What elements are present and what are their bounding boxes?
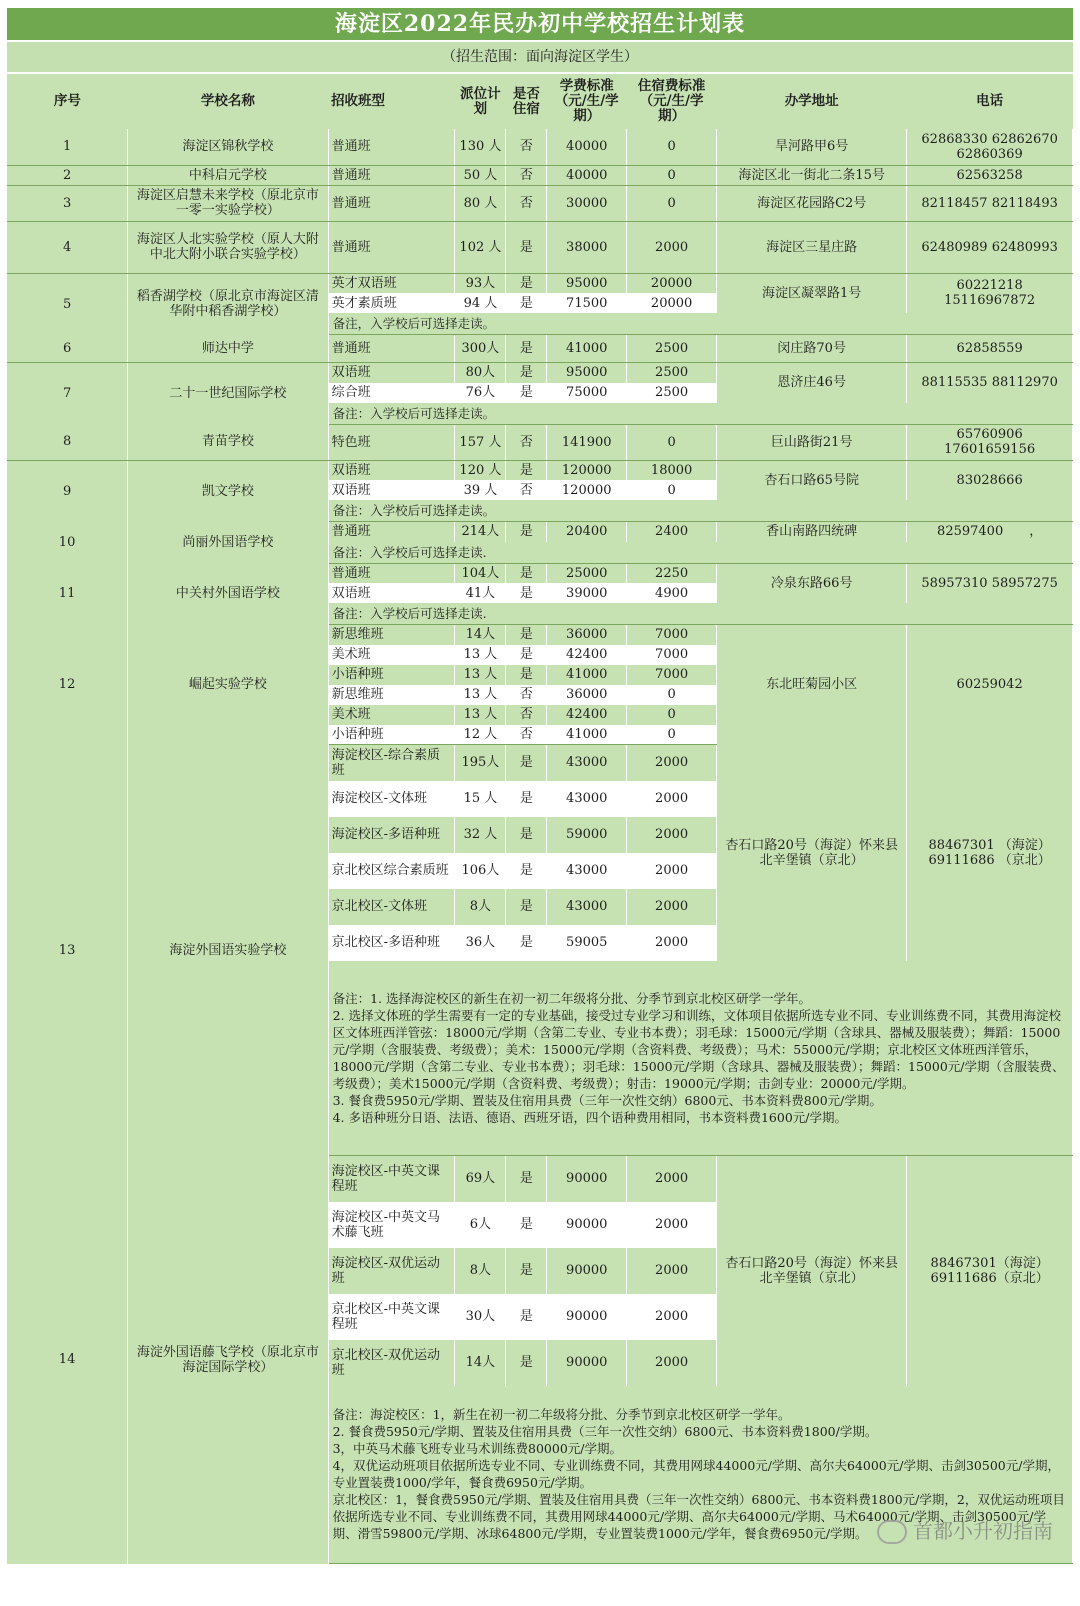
boarding-flag: 是: [506, 1202, 547, 1248]
dorm-fee: 2500: [627, 363, 717, 383]
tuition-fee: 42400: [547, 705, 627, 725]
school-number: 4: [7, 221, 128, 273]
dorm-fee: 20000: [627, 293, 717, 313]
class-type: 小语种班: [328, 665, 455, 685]
header-dorm-fee: 住宿费标准（元/生/学 期）: [637, 78, 706, 124]
boarding-flag: 是: [506, 363, 547, 383]
class-type: 海淀校区-文体班: [328, 781, 455, 817]
tuition-fee: 95000: [547, 273, 627, 293]
class-type: 双语班: [328, 363, 455, 383]
school-name: 中科启元学校: [128, 165, 328, 185]
note-cell: [328, 500, 1072, 522]
tuition-fee: 90000: [547, 1156, 627, 1202]
school-phone: 82118457 82118493: [907, 185, 1073, 221]
dorm-fee: 2000: [627, 1156, 717, 1202]
class-type: 普通班: [328, 185, 455, 221]
class-type: 综合班: [328, 383, 455, 403]
school-phone: 83028666: [907, 460, 1073, 500]
dorm-fee: 2000: [627, 781, 717, 817]
tuition-fee: 59005: [547, 925, 627, 961]
class-type: 海淀校区-多语种班: [328, 817, 455, 853]
dorm-fee: 0: [627, 424, 717, 460]
table-row: [7, 563, 1073, 583]
note-cell: [328, 603, 1072, 625]
boarding-flag: 是: [506, 273, 547, 293]
school-number: 9: [7, 460, 128, 522]
dorm-fee: 0: [627, 705, 717, 725]
header-tuition: 学费标准（元/生/学期）: [554, 78, 619, 124]
dorm-fee: 2000: [627, 817, 717, 853]
note-line: 2. 选择文体班的学生需要有一定的专业基础，接受过专业学习和训练，文体项目依据所选专业不同、专业训练费不同，其费用海淀校区文体班西洋管弦：18000元/学期（含第二专业、专业书本费）；羽毛球：15000元/学期（含球具、器械及服装费）；舞蹈：15000元/学期（含服装费、考级费）；美术：15000元/学期（含资料费、考级费）；马术：55000元/学期；京北校区文体班西洋管乐，18000元/学期（含第二专业、专业书本费）；羽毛球：15000元/学期（含球具、器械及服装费）；舞蹈：15000元/学期（含服装费、考级费）；美术15000元/学期（含资料费、考级费）；射击：19000元/学期；击剑专业：20000元/学期。: [332, 1007, 1065, 1091]
note-text: 备注：入学校后可选择走读。: [332, 503, 496, 518]
school-address: 东北旺菊园小区: [717, 625, 907, 745]
enrollment-table-sheet: [7, 8, 1073, 1564]
note-line: 3. 餐食费5950元/学期、置装及住宿用具费（三年一次性交纳）6800元、书本资料费800元/学期。: [332, 1092, 882, 1108]
header-boarding: 是否住宿: [512, 85, 540, 117]
dorm-fee: 20000: [627, 273, 717, 293]
school-number: 12: [7, 625, 128, 745]
tuition-fee: 95000: [547, 363, 627, 383]
note-line: 4. 多语种班分日语、法语、德语、西班牙语，四个语种费用相同，书本资料费1600元/学期。: [332, 1109, 847, 1125]
school-address: 杏石口路65号院: [717, 460, 907, 500]
tuition-fee: 90000: [547, 1294, 627, 1340]
tuition-fee: 41000: [547, 335, 627, 363]
tuition-fee: 40000: [547, 129, 627, 165]
class-type: 双语班: [328, 460, 455, 480]
class-type: 新思维班: [328, 685, 455, 705]
school-phone: 60259042: [907, 625, 1073, 745]
dorm-fee: 2000: [627, 1248, 717, 1294]
table-row: [7, 335, 1073, 363]
boarding-flag: 否: [506, 424, 547, 460]
boarding-flag: 是: [506, 1340, 547, 1386]
plan-count: 300人: [455, 335, 506, 363]
school-address: 闵庄路70号: [717, 335, 907, 363]
plan-count: 80 人: [455, 185, 506, 221]
school-address: 冷泉东路66号: [717, 563, 907, 603]
school-number: 7: [7, 363, 128, 425]
boarding-flag: 是: [506, 925, 547, 961]
school-number: 8: [7, 424, 128, 460]
boarding-flag: 是: [506, 1248, 547, 1294]
school-phone: 88467301 （海淀）69111686 （京北）: [907, 745, 1073, 961]
school-phone: 88467301（海淀）69111686（京北）: [907, 1156, 1073, 1386]
tuition-fee: 36000: [547, 625, 627, 645]
class-type: 特色班: [328, 424, 455, 460]
boarding-flag: 是: [506, 817, 547, 853]
school-name: 崛起实验学校: [128, 625, 328, 745]
dorm-fee: 7000: [627, 665, 717, 685]
tuition-fee: 40000: [547, 165, 627, 185]
tuition-fee: 90000: [547, 1340, 627, 1386]
school-phone: 62480989 62480993: [907, 221, 1073, 273]
header-phone: 电话: [976, 93, 1004, 109]
boarding-flag: 是: [506, 1294, 547, 1340]
dorm-fee: 0: [627, 480, 717, 500]
school-name: 凯文学校: [128, 460, 328, 522]
table-row: [7, 625, 1073, 645]
plan-count: 12 人: [455, 725, 506, 745]
school-number: 14: [7, 1156, 128, 1564]
boarding-flag: 是: [506, 460, 547, 480]
plan-count: 80人: [455, 363, 506, 383]
school-number: 6: [7, 335, 128, 363]
school-name: 稻香湖学校（原北京市海淀区清华附中稻香湖学校）: [128, 273, 328, 335]
plan-count: 195人: [455, 745, 506, 781]
school-address: 恩济庄46号: [717, 363, 907, 403]
tuition-fee: 120000: [547, 460, 627, 480]
plan-count: 36人: [455, 925, 506, 961]
school-address: 巨山路街21号: [717, 424, 907, 460]
note-cell: [328, 542, 1072, 564]
tuition-fee: 90000: [547, 1248, 627, 1294]
boarding-flag: 是: [506, 583, 547, 603]
plan-count: 32 人: [455, 817, 506, 853]
plan-count: 106人: [455, 853, 506, 889]
school-number: 1: [7, 129, 128, 165]
header-no: 序号: [53, 93, 81, 109]
plan-count: 13 人: [455, 665, 506, 685]
class-type: 京北校区-双优运动班: [328, 1340, 455, 1386]
table-row: [7, 1156, 1073, 1202]
school-address: 香山南路四统碑: [717, 522, 907, 542]
tuition-fee: 41000: [547, 665, 627, 685]
school-phone: 60221218 15116967872: [907, 273, 1073, 313]
school-address: 旱河路甲6号: [717, 129, 907, 165]
school-number: 13: [7, 745, 128, 1156]
school-phone: 62868330 62862670 62860369: [907, 129, 1073, 165]
class-type: 新思维班: [328, 625, 455, 645]
boarding-flag: 否: [506, 705, 547, 725]
boarding-flag: 否: [506, 725, 547, 745]
dorm-fee: 2000: [627, 853, 717, 889]
dorm-fee: 4900: [627, 583, 717, 603]
table-row: [7, 424, 1073, 460]
header-address: 办学地址: [784, 93, 839, 109]
tuition-fee: 30000: [547, 185, 627, 221]
school-name: 海淀区人北实验学校（原人大附中北大附小联合实验学校）: [128, 221, 328, 273]
school-address: 海淀区三星庄路: [717, 221, 907, 273]
boarding-flag: 否: [506, 185, 547, 221]
class-type: 普通班: [328, 563, 455, 583]
dorm-fee: 2000: [627, 1202, 717, 1248]
class-type: 双语班: [328, 480, 455, 500]
boarding-flag: 否: [506, 685, 547, 705]
school-address: 杏石口路20号（海淀）怀来县北辛堡镇（京北）: [717, 745, 907, 961]
dorm-fee: 0: [627, 185, 717, 221]
plan-count: 6人: [455, 1202, 506, 1248]
table-row: [7, 165, 1073, 185]
boarding-flag: 是: [506, 383, 547, 403]
dorm-fee: 18000: [627, 460, 717, 480]
note-cell: [328, 403, 1072, 425]
note-cell: [328, 961, 1072, 1156]
table-row: [7, 745, 1073, 781]
boarding-flag: 是: [506, 335, 547, 363]
school-address: 杏石口路20号（海淀）怀来县北辛堡镇（京北）: [717, 1156, 907, 1386]
plan-count: 30人: [455, 1294, 506, 1340]
school-number: 3: [7, 185, 128, 221]
class-type: 海淀校区-中英文马术藤飞班: [328, 1202, 455, 1248]
school-phone: 82597400 ，: [907, 522, 1073, 542]
boarding-flag: 否: [506, 129, 547, 165]
note-line: 京北校区：1，餐食费5950元/学期、置装及住宿用具费（三年一次性交纳）6800元、书本资料费1800元/学期，2，双优运动班项目依据所选专业不同、专业训练费不同，其费用网球44000元/学期、高尔夫64000元/学期、马术64000元/学期、击剑30500元/学期、滑雪59800元/学期、冰球64800元/学期，专业置装费1000元/学年，餐食费6950元/学期。: [332, 1492, 1065, 1542]
tuition-fee: 39000: [547, 583, 627, 603]
table-row: [7, 460, 1073, 480]
plan-count: 93人: [455, 273, 506, 293]
watermark-text: 首都小升初指南: [913, 1518, 1053, 1543]
boarding-flag: 是: [506, 853, 547, 889]
note-line: 3，中英马术藤飞班专业马术训练费80000元/学期。: [332, 1441, 622, 1457]
dorm-fee: 2500: [627, 383, 717, 403]
dorm-fee: 2400: [627, 522, 717, 542]
tuition-fee: 20400: [547, 522, 627, 542]
dorm-fee: 2000: [627, 925, 717, 961]
plan-count: 104人: [455, 563, 506, 583]
tuition-fee: 75000: [547, 383, 627, 403]
school-address: 海淀区花园路C2号: [717, 185, 907, 221]
school-phone: 62563258: [907, 165, 1073, 185]
plan-count: 8人: [455, 889, 506, 925]
boarding-flag: 是: [506, 665, 547, 685]
table-row: [7, 273, 1073, 293]
class-type: 英才素质班: [328, 293, 455, 313]
boarding-flag: 是: [506, 645, 547, 665]
class-type: 海淀校区-综合素质班: [328, 745, 455, 781]
school-phone: 88115535 88112970: [907, 363, 1073, 403]
class-type: 海淀校区-中英文课程班: [328, 1156, 455, 1202]
plan-count: 39 人: [455, 480, 506, 500]
dorm-fee: 0: [627, 165, 717, 185]
plan-count: 94 人: [455, 293, 506, 313]
school-phone: 62858559: [907, 335, 1073, 363]
class-type: 美术班: [328, 705, 455, 725]
tuition-fee: 36000: [547, 685, 627, 705]
boarding-flag: 是: [506, 563, 547, 583]
class-type: 普通班: [328, 335, 455, 363]
school-number: 11: [7, 563, 128, 625]
table-row: [7, 522, 1073, 542]
note-text: 备注：入学校后可选择走读.: [332, 606, 487, 621]
plan-count: 8人: [455, 1248, 506, 1294]
tuition-fee: 141900: [547, 424, 627, 460]
enrollment-table: [7, 74, 1073, 1564]
dorm-fee: 2000: [627, 1294, 717, 1340]
class-type: 美术班: [328, 645, 455, 665]
boarding-flag: 是: [506, 625, 547, 645]
plan-count: 120 人: [455, 460, 506, 480]
note-cell: [328, 313, 1072, 335]
note-line: 备注：海淀校区：1，新生在初一初二年级将分批、分季节到京北校区研学一学年。: [332, 1407, 791, 1423]
school-address: 海淀区北一街北二条15号: [717, 165, 907, 185]
table-row: [7, 363, 1073, 383]
plan-count: 102 人: [455, 221, 506, 273]
table-row: [7, 129, 1073, 165]
tuition-fee: 43000: [547, 781, 627, 817]
class-type: 双语班: [328, 583, 455, 603]
school-phone: 65760906 17601659156: [907, 424, 1073, 460]
boarding-flag: 否: [506, 480, 547, 500]
note-text: 备注：入学校后可选择走读.: [332, 544, 487, 560]
school-name: 青苗学校: [128, 424, 328, 460]
dorm-fee: 2000: [627, 221, 717, 273]
school-number: 2: [7, 165, 128, 185]
dorm-fee: 0: [627, 685, 717, 705]
tuition-fee: 41000: [547, 725, 627, 745]
class-type: 普通班: [328, 221, 455, 273]
header-class-type: 招收班型: [331, 93, 386, 109]
table-row: [7, 185, 1073, 221]
class-type: 普通班: [328, 522, 455, 542]
plan-count: 130 人: [455, 129, 506, 165]
plan-count: 15 人: [455, 781, 506, 817]
tuition-fee: 38000: [547, 221, 627, 273]
boarding-flag: 是: [506, 221, 547, 273]
school-number: 5: [7, 273, 128, 335]
note-line: 备注：1. 选择海淀校区的新生在初一初二年级将分批、分季节到京北校区研学一学年。: [332, 990, 811, 1006]
plan-count: 14人: [455, 625, 506, 645]
plan-count: 13 人: [455, 645, 506, 665]
class-type: 京北校区-文体班: [328, 889, 455, 925]
class-type: 京北校区-中英文课程班: [328, 1294, 455, 1340]
dorm-fee: 2000: [627, 889, 717, 925]
tuition-fee: 42400: [547, 645, 627, 665]
dorm-fee: 2000: [627, 745, 717, 781]
table-header-row: [7, 74, 1073, 129]
school-number: 10: [7, 522, 128, 564]
header-plan: 派位计划: [460, 85, 501, 117]
plan-count: 69人: [455, 1156, 506, 1202]
header-school: 学校名称: [200, 93, 255, 109]
class-type: 海淀校区-双优运动班: [328, 1248, 455, 1294]
school-name: 师达中学: [128, 335, 328, 363]
class-type: 京北校区-多语种班: [328, 925, 455, 961]
plan-count: 41人: [455, 583, 506, 603]
school-name: 尚丽外国语学校: [128, 522, 328, 564]
class-type: 英才双语班: [328, 273, 455, 293]
boarding-flag: 是: [506, 745, 547, 781]
boarding-flag: 是: [506, 781, 547, 817]
watermark: [877, 1515, 1053, 1545]
boarding-flag: 是: [506, 522, 547, 542]
boarding-flag: 是: [506, 293, 547, 313]
tuition-fee: 25000: [547, 563, 627, 583]
page-subtitle: （招生范围：面向海淀区学生）: [7, 40, 1073, 74]
school-name: 海淀区启慧未来学校（原北京市一零一实验学校）: [128, 185, 328, 221]
school-phone: 58957310 58957275: [907, 563, 1073, 603]
page-title: 海淀区2022年民办初中学校招生计划表: [7, 8, 1073, 40]
tuition-fee: 43000: [547, 889, 627, 925]
school-name: 二十一世纪国际学校: [128, 363, 328, 425]
school-name: 海淀外国语实验学校: [128, 745, 328, 1156]
tuition-fee: 90000: [547, 1202, 627, 1248]
class-type: 普通班: [328, 129, 455, 165]
plan-count: 50 人: [455, 165, 506, 185]
dorm-fee: 2500: [627, 335, 717, 363]
plan-count: 13 人: [455, 685, 506, 705]
tuition-fee: 59000: [547, 817, 627, 853]
note-line: 2. 餐食费5950元/学期、置装及住宿用具费（三年一次性交纳）6800元、书本资料费1800/学期。: [332, 1424, 878, 1440]
tuition-fee: 43000: [547, 745, 627, 781]
tuition-fee: 71500: [547, 293, 627, 313]
note-text: 备注：入学校后可选择走读。: [332, 405, 496, 421]
dorm-fee: 0: [627, 129, 717, 165]
plan-count: 14人: [455, 1340, 506, 1386]
boarding-flag: 是: [506, 889, 547, 925]
plan-count: 214人: [455, 522, 506, 542]
class-type: 京北校区综合素质班: [328, 853, 455, 889]
dorm-fee: 7000: [627, 625, 717, 645]
boarding-flag: 否: [506, 165, 547, 185]
table-row: [7, 221, 1073, 273]
boarding-flag: 是: [506, 1156, 547, 1202]
dorm-fee: 7000: [627, 645, 717, 665]
school-name: 中关村外国语学校: [128, 563, 328, 625]
school-name: 海淀区锦秋学校: [128, 129, 328, 165]
dorm-fee: 2250: [627, 563, 717, 583]
dorm-fee: 2000: [627, 1340, 717, 1386]
tuition-fee: 120000: [547, 480, 627, 500]
school-name: 海淀外国语藤飞学校（原北京市海淀国际学校）: [128, 1156, 328, 1564]
plan-count: 157 人: [455, 424, 506, 460]
tuition-fee: 43000: [547, 853, 627, 889]
school-address: 海淀区凝翠路1号: [717, 273, 907, 313]
class-type: 小语种班: [328, 725, 455, 745]
dorm-fee: 0: [627, 725, 717, 745]
plan-count: 13 人: [455, 705, 506, 725]
note-line: 4，双优运动班项目依据所选专业不同、专业训练费不同，其费用网球44000元/学期、高尔夫64000元/学期、击剑30500元/学期，专业置装费1000/学年，餐食费6950元/学期。: [332, 1458, 1060, 1491]
plan-count: 76人: [455, 383, 506, 403]
class-type: 普通班: [328, 165, 455, 185]
note-text: 备注，入学校后可选择走读。: [332, 316, 496, 331]
wechat-icon: [877, 1520, 907, 1544]
